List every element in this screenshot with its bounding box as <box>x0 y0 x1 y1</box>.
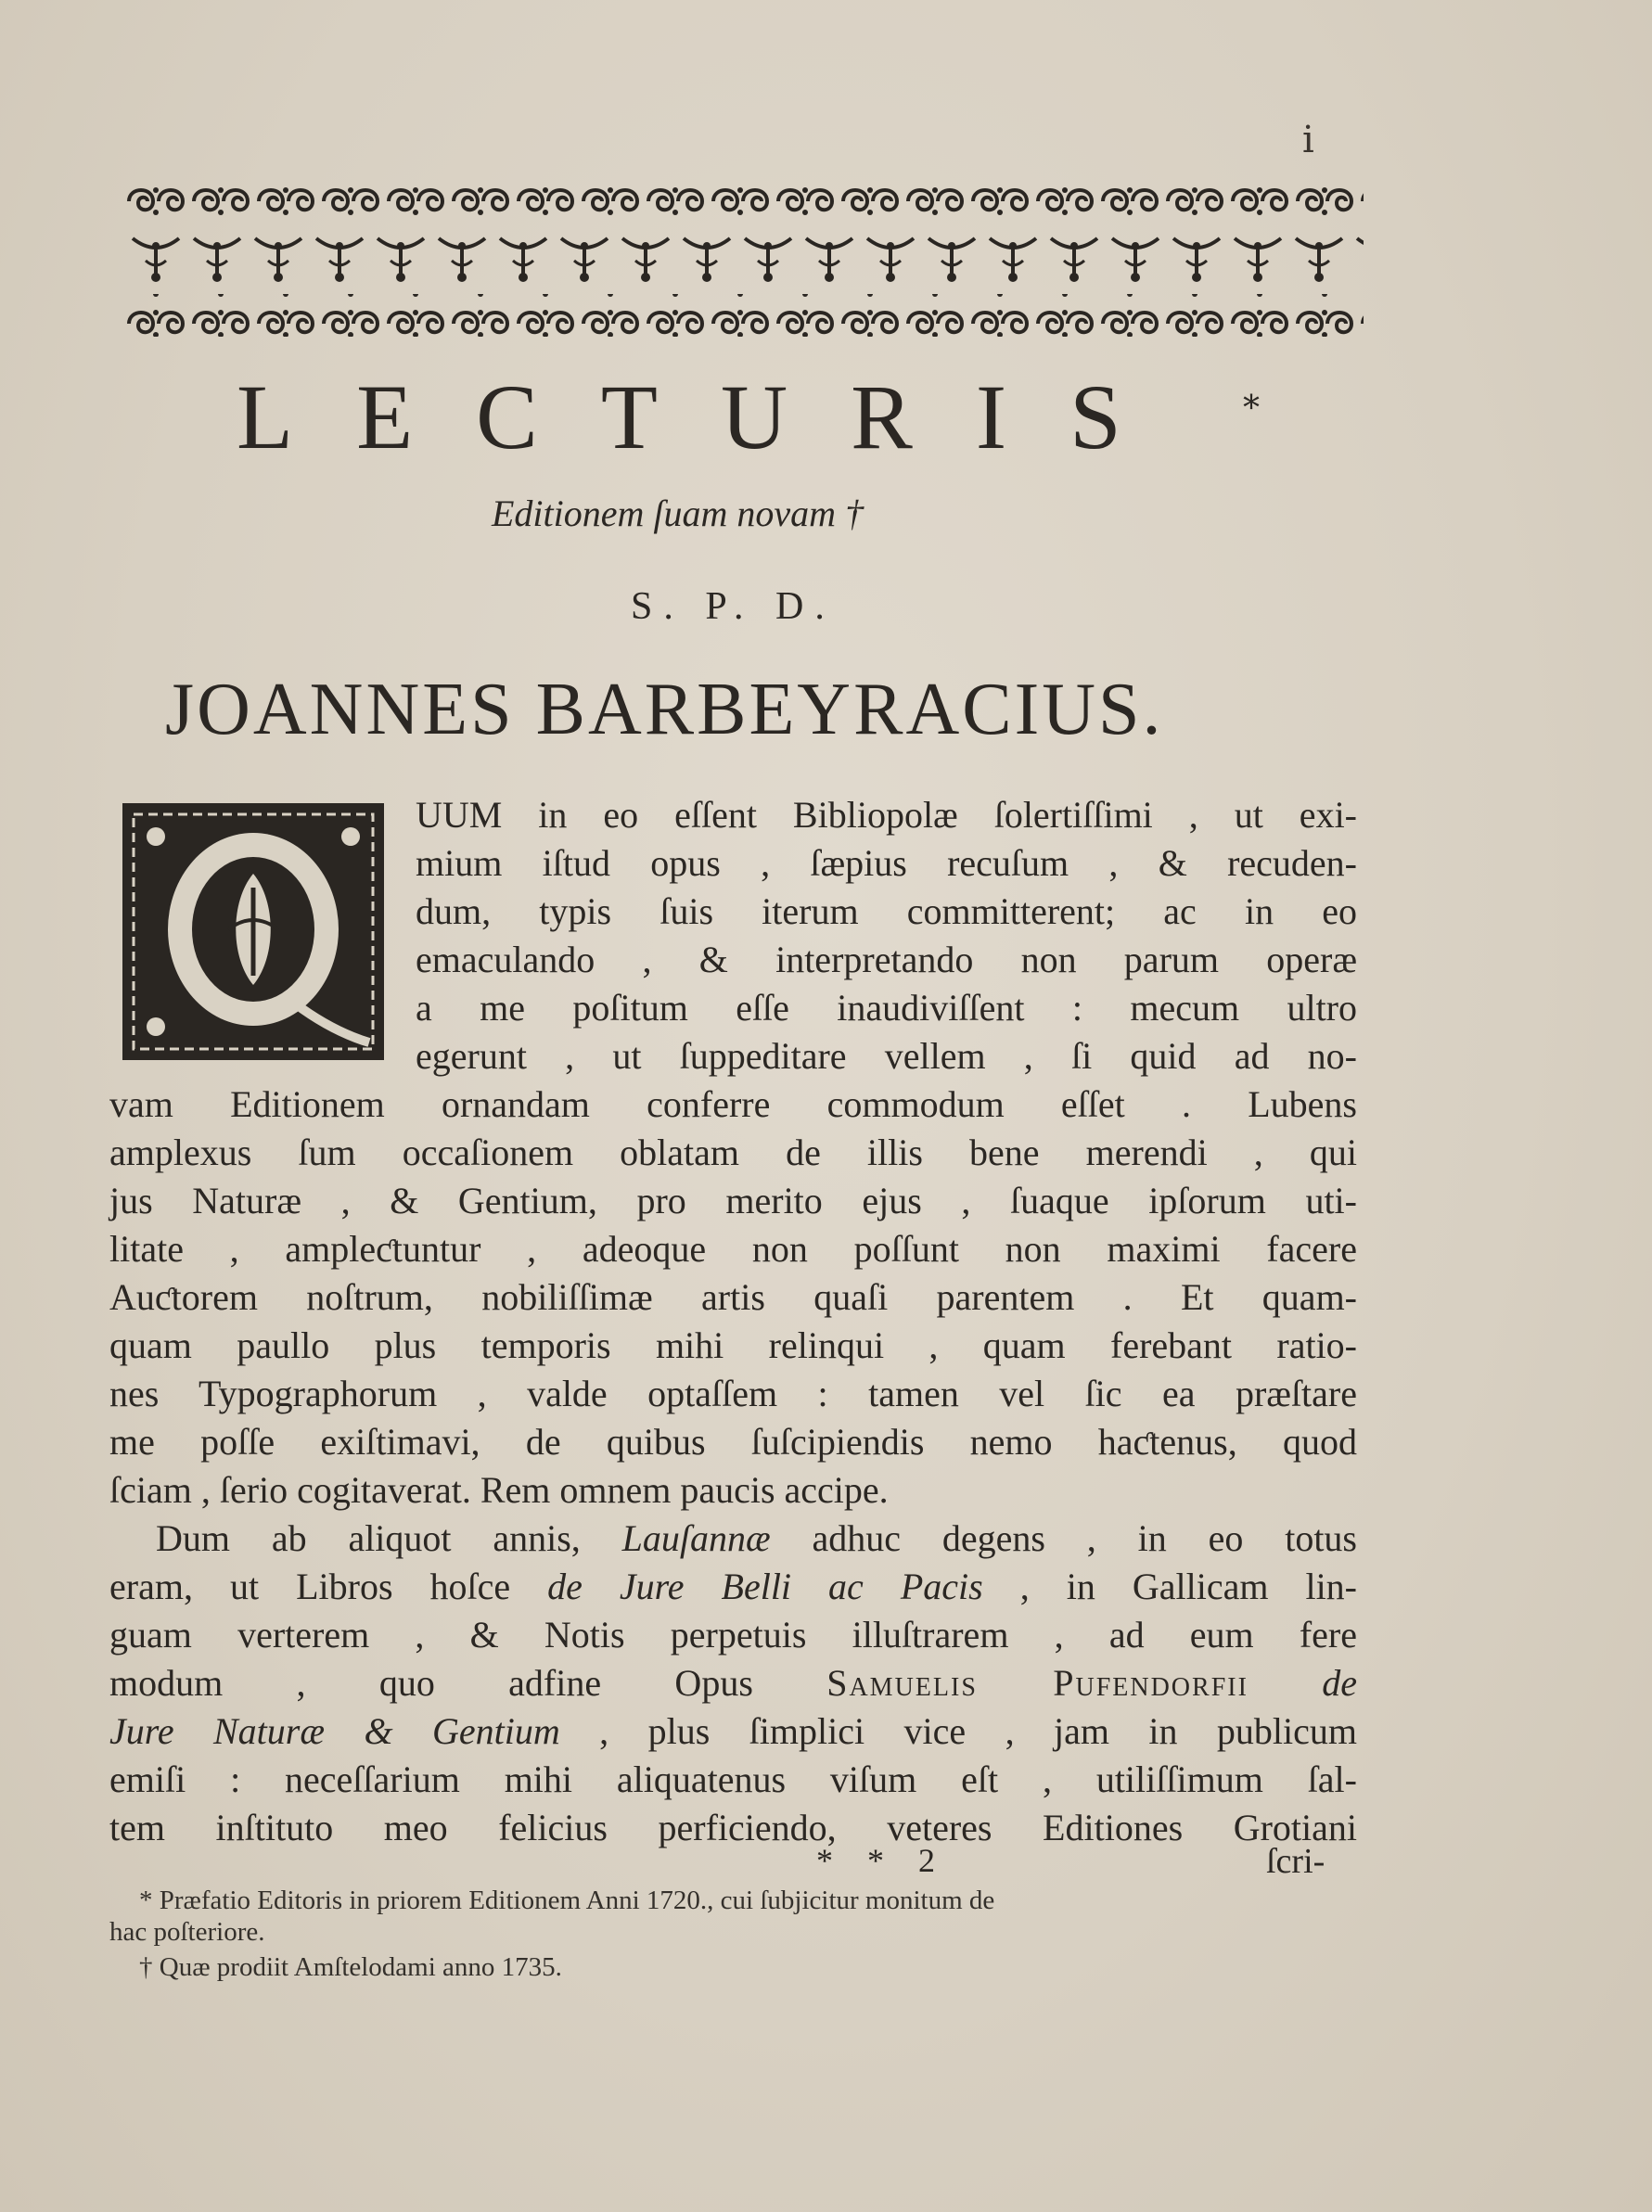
footnote-continuation: hac poſteriore. <box>109 1917 265 1947</box>
text-segment: eram, ut Libros hoſce <box>109 1566 548 1607</box>
book-title: Jure Naturæ & Gentium <box>109 1710 560 1752</box>
footnotes <box>109 1885 1357 1983</box>
text-segment: modum , quo adfine Opus <box>109 1662 827 1704</box>
page-number: i <box>1302 119 1314 161</box>
text-line: quam paullo plus temporis mihi relinqui , quam ferebant ratio- <box>109 1324 1357 1366</box>
text-line <box>109 1515 1357 1563</box>
person-name: Samuelis Pufendorfii <box>826 1662 1249 1704</box>
catchword: ſcri- <box>1266 1842 1325 1881</box>
text-line: jus Naturæ , & Gentium, pro merito ejus , ſuaque ipſorum uti- <box>109 1180 1357 1221</box>
text-line: nes Typographorum , valde optaſſem : tamen vel ſic ea præſtare <box>109 1373 1357 1414</box>
text-line <box>109 1707 1357 1756</box>
text-line: vam Editionem ornandam conferre commodum eſſet . Lubens <box>109 1083 1357 1125</box>
text-line: egerunt , ut ſuppeditare vellem , ſi quid ad no- <box>416 1035 1357 1077</box>
text-segment: adhuc degens , in eo totus <box>770 1517 1357 1559</box>
text-line: tem inſtituto meo felicius perficiendo, veteres Editiones Grotiani <box>109 1807 1357 1848</box>
headpiece-ornament <box>125 181 1364 339</box>
text-line: Auƈtorem noſtrum, nobiliſſimæ artis quaſi parentem . Et quam- <box>109 1276 1357 1318</box>
place-name: Lauſannæ <box>621 1517 771 1559</box>
signature-mark: * * 2 <box>816 1842 948 1879</box>
author-name: JOANNES BARBEYRACIUS. <box>165 669 1164 750</box>
text-line: emiſi : neceſſarium mihi aliquatenus viſum eſt , utiliſſimum ſal- <box>109 1758 1357 1800</box>
text-line: guam verterem , & Notis perpetuis illuſtrarem , ad eum fere <box>109 1614 1357 1656</box>
book-title: de <box>1248 1662 1358 1704</box>
text-segment: Dum ab aliquot annis, <box>156 1517 622 1559</box>
text-line: dum, typis ſuis iterum committerent; ac in eo <box>416 890 1357 932</box>
text-line: emaculando , & interpretando non parum operæ <box>416 939 1357 980</box>
book-title: de Jure Belli ac Pacis <box>547 1566 983 1607</box>
salutation: S. P. D. <box>631 585 836 628</box>
text-line: ſciam , ſerio cogitaverat. Rem omnem paucis accipe. <box>109 1469 889 1511</box>
footnote: * Præfatio Editoris in priorem Editionem Anni 1720., cui ſubjicitur monitum de <box>139 1886 995 1915</box>
footnote: † Quæ prodiit Amſtelodami anno 1735. <box>139 1952 562 1982</box>
text-segment: , plus ſimplici vice , jam in publicum <box>559 1710 1358 1752</box>
text-line: mium iſtud opus , ſæpius recuſum , & recuden- <box>416 842 1357 884</box>
text-line: litate , ampleƈtuntur , adeoque non poſſunt non maximi facere <box>109 1228 1357 1270</box>
text-line <box>109 1659 1357 1707</box>
title-footnote-mark: * <box>1243 390 1260 428</box>
text-line: me poſſe exiſtimavi, de quibus ſuſcipiendis nemo haƈtenus, quod <box>109 1421 1357 1463</box>
text-line: a me poſitum eſſe inaudiviſſent : mecum ultro <box>416 987 1357 1029</box>
body-text <box>109 791 1357 1852</box>
text-segment: , in Gallicam lin- <box>982 1566 1358 1607</box>
main-title: LECTURIS <box>237 365 1185 468</box>
text-line: UUM in eo eſſent Bibliopolæ ſolertiſſimi , ut exi- <box>416 794 1357 836</box>
text-line: amplexus ſum occaſionem oblatam de illis bene merendi , qui <box>109 1132 1357 1173</box>
subtitle: Editionem ſuam novam † <box>492 492 864 534</box>
text-line <box>109 1563 1357 1611</box>
